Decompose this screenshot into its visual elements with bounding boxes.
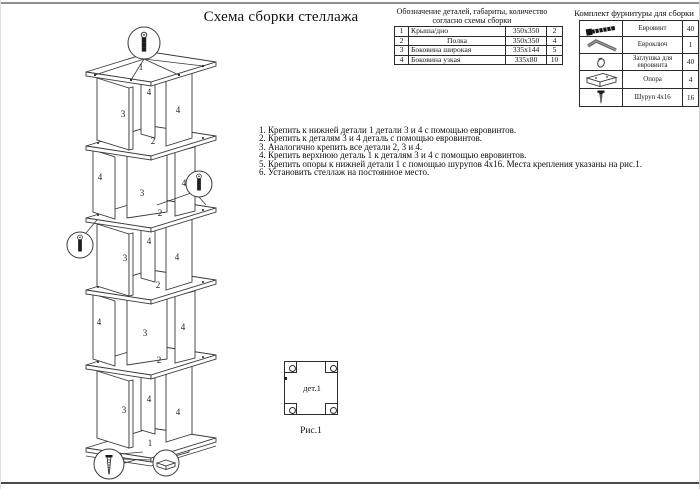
part-num: 3	[395, 46, 409, 56]
hardware-name: Шуруп 4x16	[622, 89, 682, 107]
edge-mark	[284, 377, 287, 380]
part-label: 2	[157, 208, 163, 218]
figure-part-label: дет.1	[303, 383, 321, 393]
screw-hole-icon	[289, 407, 296, 414]
part-name: Боковина узкая	[409, 55, 506, 65]
foot-callout	[153, 450, 179, 476]
instruction-line: 5. Крепить опоры к нижней детали 1 с помощью шурупов 4x16. Места крепления указаны на рис.1.	[259, 158, 642, 169]
part-label: 4	[174, 252, 180, 262]
part-label: 4	[146, 394, 152, 404]
part-name: Полка	[409, 36, 506, 46]
instruction-line: 1. Крепить к нижней детали 1 детали 3 и 4 с помощью евровинтов.	[259, 125, 517, 135]
hardware-name	[622, 54, 682, 71]
screw-hole-corner	[284, 403, 297, 415]
part-label: 2	[150, 136, 156, 146]
table-row	[395, 46, 563, 56]
screw-hole-icon	[330, 407, 337, 414]
part-qty: 5	[547, 46, 563, 56]
instruction-line: 6. Установить стеллаж на постоянное место.	[259, 167, 430, 178]
part-label: 4	[96, 317, 102, 327]
part-num: 1	[395, 27, 409, 37]
part-label: 4	[181, 178, 187, 188]
table-row	[395, 55, 563, 65]
table-row	[395, 36, 563, 46]
part-label: 3	[142, 328, 148, 338]
part-label: 2	[156, 355, 162, 365]
part-label: 2	[155, 280, 161, 290]
euroscrew-icon-cell	[580, 21, 623, 37]
part-label: 4	[180, 322, 186, 332]
table-row	[580, 89, 699, 107]
hexkey-icon	[583, 37, 619, 53]
part-qty: 10	[547, 55, 563, 65]
instruction-line: 2. Крепить к деталям 3 и 4 деталь с помощью евровинтов.	[259, 133, 482, 144]
part-label: 1	[147, 438, 153, 448]
screw-hole-icon	[330, 365, 337, 372]
instruction-line: 4. Крепить верхнюю деталь 1 к деталям 3 и 4 с помощью евровинтов.	[259, 150, 527, 161]
part-qty: 4	[547, 36, 563, 46]
cap-icon-cell	[580, 54, 623, 71]
hardware-qty: 16	[683, 89, 699, 107]
part-label: 4	[97, 172, 103, 182]
hexkey-icon-cell	[580, 37, 623, 54]
hardware-name: Евроключ	[622, 37, 682, 54]
screw-icon-cell	[580, 89, 623, 107]
part-size: 350x350	[506, 27, 547, 37]
part-size: 335x144	[506, 46, 547, 56]
top-rule	[1, 2, 700, 4]
part-name: Крыша/дно	[409, 27, 506, 37]
part-num: 2	[395, 36, 409, 46]
parts-header-line2: согласно схемы сборки	[432, 15, 512, 25]
cap-icon	[583, 54, 619, 70]
screw-icon	[583, 89, 619, 106]
screw-hole-icon	[289, 365, 296, 372]
euroscrew-icon	[583, 22, 619, 36]
hardware-qty: 4	[683, 71, 699, 89]
table-row	[580, 37, 699, 54]
hardware-name-line2: евровинта	[637, 62, 668, 69]
instruction-line: 3. Аналогично крепить все детали 2, 3 и 4.	[259, 141, 423, 152]
table-row	[580, 21, 699, 37]
parts-table-header	[382, 8, 562, 25]
parts-header-line1: Обозначение деталей, габариты, количество	[396, 7, 548, 16]
euroscrew-icon	[78, 235, 83, 251]
figure-det1	[284, 361, 340, 436]
part-label: 4	[146, 87, 152, 97]
screw-hole-corner	[325, 403, 338, 415]
hardware-name: Опора	[622, 71, 682, 89]
parts-table	[394, 26, 563, 65]
foot-icon-cell	[580, 71, 623, 89]
part-label: 3	[121, 405, 127, 415]
page-title: Схема сборки стеллажа	[203, 9, 359, 25]
part-label: 3	[122, 253, 128, 263]
hardware-table	[579, 20, 699, 107]
screw-hole-corner	[325, 361, 338, 373]
part-size: 350x350	[506, 36, 547, 46]
hardware-name-line1: Заглушка для	[632, 54, 673, 62]
euroscrew-icon	[197, 174, 202, 190]
part-label: 3	[139, 188, 145, 198]
euroscrew-icon	[141, 32, 147, 51]
hardware-name: Евровинт	[622, 21, 682, 37]
hardware-qty: 40	[683, 54, 699, 71]
assembly-diagram	[53, 24, 225, 486]
table-row	[580, 71, 699, 89]
part-label: 4	[146, 236, 152, 246]
hardware-title: Комплект фурнитуры для сборки	[574, 8, 694, 18]
screw-hole-corner	[284, 361, 297, 373]
part-label: 4	[175, 105, 181, 115]
part-size: 335x80	[506, 55, 547, 65]
part-qty: 2	[547, 27, 563, 37]
table-row	[580, 54, 699, 71]
part-name: Боковина широкая	[409, 46, 506, 56]
instructions	[259, 125, 642, 178]
part-label: 3	[120, 109, 126, 119]
part-label: 1	[138, 62, 144, 72]
table-row	[395, 27, 563, 37]
foot-icon	[582, 71, 620, 88]
euroscrew-callout	[67, 220, 97, 258]
figure-caption: Рис.1	[300, 426, 322, 436]
figure-panel-outline	[284, 361, 338, 415]
part-label: 4	[175, 407, 181, 417]
hardware-qty: 1	[683, 37, 699, 54]
part-num: 4	[395, 55, 409, 65]
hardware-qty: 40	[683, 21, 699, 37]
